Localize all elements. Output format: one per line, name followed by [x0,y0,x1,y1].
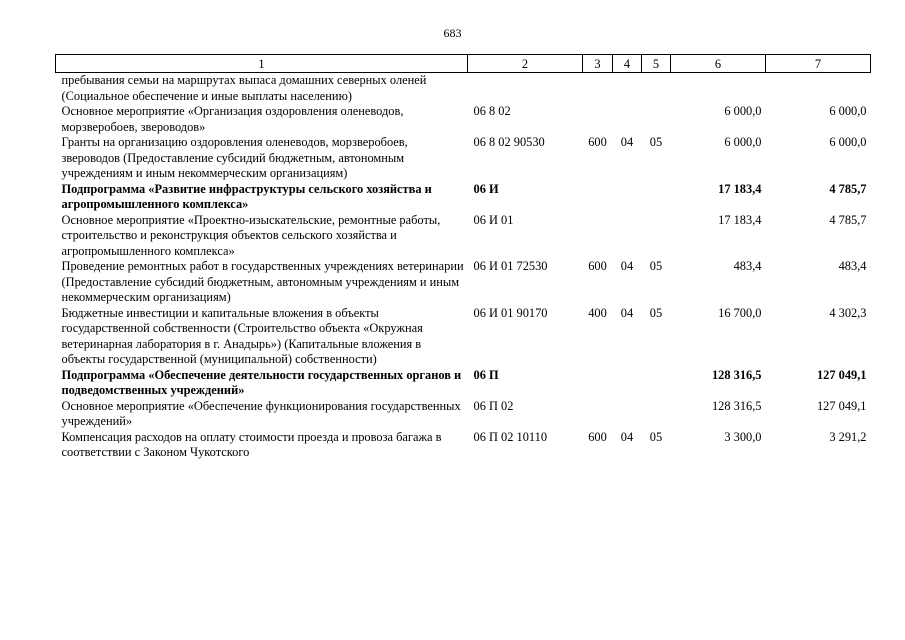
row-amount-7: 127 049,1 [816,367,867,382]
row-amount-6: 16 700,0 [718,305,762,320]
header-col-3: 3 [583,55,613,73]
header-col-1: 1 [56,55,468,73]
row-name: Подпрограмма «Развитие инфраструктуры сельского хозяйства и агропромышленного комплекса» [61,181,432,211]
row-rz [613,182,642,213]
row-amount-7 [766,73,871,105]
row-pr [642,368,671,399]
row-rz [613,73,642,105]
row-pr [642,104,671,135]
row-code: 06 И [473,181,499,196]
row-vr [583,368,613,399]
row-amount-6: 17 183,4 [718,212,762,227]
row-name: Бюджетные инвестиции и капитальные вложения в объекты государственной собственности (Строительство объекта «Окружная ветеринарная лаборатория в г. Анадырь») (Капитальные вложения в объекты государственной (муниципальной) собственности) [61,305,423,366]
row-vr [583,213,613,260]
row-pr [642,182,671,213]
row-vr: 600 [588,135,607,149]
row-amount-7: 3 291,2 [829,429,867,444]
row-name: Основное мероприятие «Обеспечение функционирования государственных учреждений» [61,398,461,428]
row-pr [642,73,671,105]
row-amount-7: 483,4 [838,259,867,273]
row-vr [583,182,613,213]
row-amount-7: 6 000,0 [829,135,867,149]
row-amount-6: 128 316,5 [711,367,762,382]
row-vr [583,73,613,105]
row-amount-6: 17 183,4 [718,181,762,196]
row-rz: 04 [620,305,634,320]
table-row [56,368,871,399]
table-row [56,73,871,105]
table-row [56,182,871,213]
row-name: Гранты на организацию оздоровления оленеводов, морзверобоев, звероводов (Предоставление субсидий бюджетным, автономным учреждениям и иным некоммерческим организациям) [61,135,408,180]
row-amount-7: 4 302,3 [829,305,867,320]
table-row [56,399,871,430]
row-amount-7: 127 049,1 [816,398,867,413]
row-code: 06 П 02 10110 [473,429,548,444]
table-row [56,104,871,135]
row-name: Проведение ремонтных работ в государственных учреждениях ветеринарии (Предоставление субсидий бюджетным, автономным учреждениям и иным некоммерческим организациям) [61,259,464,304]
table-row [56,135,871,182]
row-rz [613,399,642,430]
header-col-6: 6 [671,55,766,73]
row-vr: 600 [588,259,607,273]
row-pr: 05 [649,259,663,273]
row-rz [613,213,642,260]
row-code: 06 П [473,367,499,382]
header-col-5: 5 [642,55,671,73]
row-rz [613,368,642,399]
row-code: 06 И 01 90170 [473,305,548,320]
row-name: пребывания семьи на маршрутах выпаса домашних северных оленей (Социальное обеспечение и иные выплаты населению) [61,73,427,103]
budget-table [55,54,871,461]
row-vr: 400 [588,305,607,320]
table-row [56,259,871,306]
row-amount-7: 4 785,7 [829,181,867,196]
row-rz [613,104,642,135]
row-vr: 600 [588,429,607,444]
row-amount-6 [671,73,766,105]
row-amount-6: 483,4 [733,259,762,273]
row-amount-7: 6 000,0 [829,104,867,118]
row-vr [583,104,613,135]
table-row [56,213,871,260]
row-pr: 05 [649,135,663,149]
table-row [56,306,871,368]
row-rz: 04 [620,135,634,149]
row-vr [583,399,613,430]
row-amount-6: 3 300,0 [724,429,762,444]
row-amount-7: 4 785,7 [829,212,867,227]
row-amount-6: 6 000,0 [724,104,762,118]
row-pr [642,213,671,260]
row-code: 06 И 01 [473,212,514,227]
row-pr: 05 [649,429,663,444]
row-name: Подпрограмма «Обеспечение деятельности государственных органов и подведомственных учреждений» [61,367,462,397]
row-name: Основное мероприятие «Организация оздоровления оленеводов, морзверобоев, звероводов» [61,104,404,134]
row-amount-6: 6 000,0 [724,135,762,149]
header-row [56,55,871,73]
row-code: 06 8 02 [473,104,511,118]
row-pr: 05 [649,305,663,320]
row-pr [642,399,671,430]
header-col-4: 4 [613,55,642,73]
row-name: Компенсация расходов на оплату стоимости проезда и провоза багажа в соответствии с Законом Чукотского [61,429,442,459]
row-amount-6: 128 316,5 [711,398,762,413]
table-row [56,430,871,461]
row-code: 06 8 02 90530 [473,135,545,149]
row-name: Основное мероприятие «Проектно-изыскательские, ремонтные работы, строительство и реконструкция объектов сельского хозяйства и агропромышленного комплекса» [61,212,441,258]
page-number: 683 [443,26,462,40]
header-col-2: 2 [468,55,583,73]
table-body [56,73,871,461]
row-code: 06 П 02 [473,398,514,413]
row-code [468,73,583,105]
row-rz: 04 [620,429,634,444]
row-code: 06 И 01 72530 [473,259,548,273]
header-col-7: 7 [766,55,871,73]
row-rz: 04 [620,259,634,273]
